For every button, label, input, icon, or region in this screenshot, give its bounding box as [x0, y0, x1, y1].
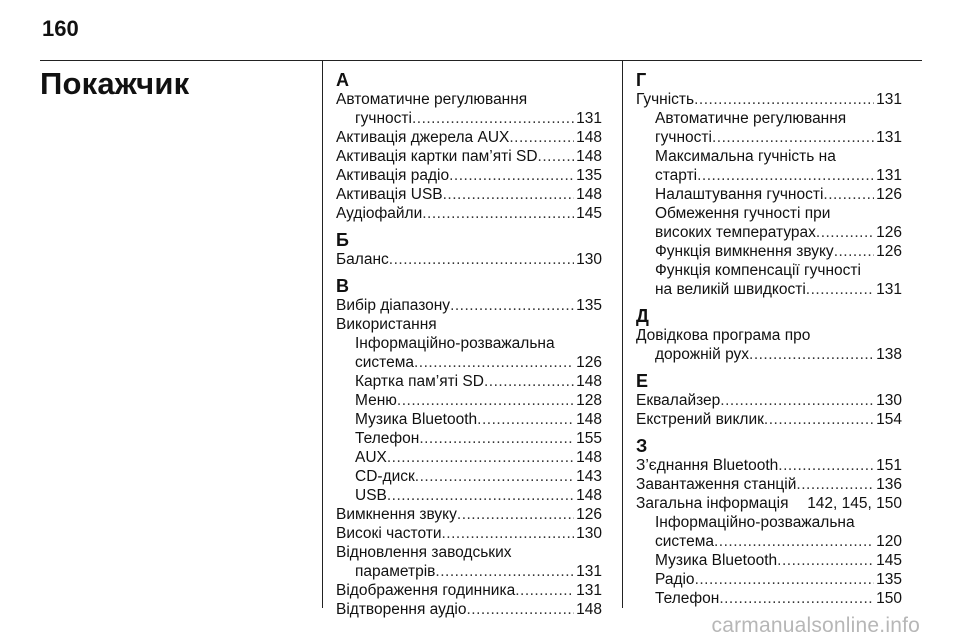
- index-entry: [636, 280, 902, 299]
- entry-page: 145: [876, 552, 902, 569]
- index-entry: [636, 223, 902, 242]
- dot-leader: [422, 204, 574, 223]
- entry-page: 126: [876, 243, 902, 260]
- page-number: 160: [42, 16, 79, 41]
- dot-leader: [466, 600, 574, 619]
- entry-text: система: [355, 354, 414, 371]
- index-entry: [636, 551, 902, 570]
- entry-text: Вибір діапазону: [336, 297, 451, 314]
- entry-page: 126: [576, 354, 602, 371]
- dot-leader: [412, 109, 574, 128]
- dot-leader: [777, 551, 874, 570]
- entry-text: USB: [355, 487, 387, 504]
- index-entry: [336, 250, 602, 269]
- entry-text: CD-диск: [355, 468, 415, 485]
- entry-text: Загальна інформація: [636, 495, 789, 512]
- entry-page: 148: [576, 373, 602, 390]
- dot-leader: [694, 90, 874, 109]
- index-heading: Інформаційно-розважальна: [355, 335, 555, 352]
- index-entry: [336, 524, 602, 543]
- entry-page: 131: [876, 91, 902, 108]
- index-entry: [336, 147, 602, 166]
- entry-page: 148: [576, 186, 602, 203]
- dot-leader: [414, 353, 574, 372]
- dot-leader: [435, 562, 574, 581]
- index-entry: [336, 109, 602, 128]
- index-heading: Автоматичне регулювання: [336, 91, 528, 108]
- dot-leader: [450, 296, 574, 315]
- entry-text: гучності: [355, 110, 412, 127]
- entry-page: 148: [576, 411, 602, 428]
- entry-page: 131: [576, 563, 602, 580]
- index-letter: З: [636, 436, 648, 456]
- entry-text: Телефон: [355, 430, 420, 447]
- entry-text: Функція вимкнення звуку: [655, 243, 834, 260]
- index-entry: [336, 128, 602, 147]
- index-entry: [336, 185, 602, 204]
- dot-leader: [449, 166, 574, 185]
- index-entry: [336, 486, 602, 505]
- index-entry: [336, 372, 602, 391]
- entry-page: 148: [576, 148, 602, 165]
- dot-leader: [806, 280, 874, 299]
- entry-page: 131: [876, 281, 902, 298]
- entry-text: Високі частоти: [336, 525, 442, 542]
- index-heading: Автоматичне регулювання: [655, 110, 847, 127]
- index-entry: [336, 562, 602, 581]
- entry-page: 145: [576, 205, 602, 222]
- index-letter: В: [336, 276, 349, 296]
- dot-leader: [719, 589, 874, 608]
- index-entry: [336, 391, 602, 410]
- index-entry: [636, 494, 902, 513]
- index-entry: [636, 475, 902, 494]
- index-entry: [636, 345, 902, 364]
- dot-leader: [484, 372, 574, 391]
- index-entry: [636, 90, 902, 109]
- entry-page: 155: [576, 430, 602, 447]
- index-heading: Інформаційно-розважальна: [655, 514, 855, 531]
- dot-leader: [764, 410, 874, 429]
- index-entry: [336, 410, 602, 429]
- entry-page: 148: [576, 449, 602, 466]
- dot-leader: [816, 223, 874, 242]
- entry-text: Налаштування гучності: [655, 186, 824, 203]
- dot-leader: [538, 147, 575, 166]
- entry-page: 130: [576, 251, 602, 268]
- dot-leader: [515, 581, 574, 600]
- entry-text: Відображення годинника: [336, 582, 516, 599]
- entry-page: 130: [576, 525, 602, 542]
- entry-text: Аудіофайли: [336, 205, 423, 222]
- index-entry: [336, 204, 602, 223]
- index-letter: Б: [336, 230, 349, 250]
- dot-leader: [441, 524, 574, 543]
- entry-page: 131: [576, 582, 602, 599]
- index-entry: [636, 456, 902, 475]
- dot-leader: [695, 570, 875, 589]
- index-entry: [336, 166, 602, 185]
- index-heading: Максимальна гучність на: [655, 148, 836, 165]
- dot-leader: [834, 242, 874, 261]
- dot-leader: [457, 505, 574, 524]
- entry-text: високих температурах: [655, 224, 816, 241]
- entry-text: старті: [655, 167, 698, 184]
- entry-text: Баланс: [336, 251, 389, 268]
- index-entry: [336, 581, 602, 600]
- index-letter: А: [336, 70, 349, 90]
- entry-page: 151: [876, 457, 902, 474]
- entry-page: 148: [576, 487, 602, 504]
- index-entry: [636, 589, 902, 608]
- index-entry: [336, 448, 602, 467]
- index-column-2: [636, 70, 902, 608]
- entry-page: 138: [876, 346, 902, 363]
- index-entry: [636, 242, 902, 261]
- index-heading: Довідкова програма про: [636, 327, 811, 344]
- dot-leader: [749, 345, 874, 364]
- entry-text: на великій швидкості: [655, 281, 806, 298]
- entry-text: AUX: [355, 449, 387, 466]
- entry-page: 126: [876, 224, 902, 241]
- entry-page: 131: [876, 129, 902, 146]
- dot-leader: [419, 429, 574, 448]
- dot-leader: [697, 166, 874, 185]
- index-title: Покажчик: [40, 66, 190, 101]
- dot-leader: [477, 410, 574, 429]
- entry-text: Музика Bluetooth: [355, 411, 478, 428]
- index-letter: Е: [636, 371, 649, 391]
- index-entry: [336, 429, 602, 448]
- index-heading: Функція компенсації гучності: [655, 262, 861, 279]
- entry-page: 142, 145, 150: [807, 495, 902, 512]
- index-entry: [336, 353, 602, 372]
- dot-leader: [778, 456, 874, 475]
- entry-text: Активація радіо: [336, 167, 450, 184]
- entry-page: 126: [576, 506, 602, 523]
- entry-text: дорожній рух: [655, 346, 750, 363]
- index-entry: [336, 505, 602, 524]
- index-letter: Д: [636, 306, 649, 326]
- entry-page: 130: [876, 392, 902, 409]
- entry-page: 126: [876, 186, 902, 203]
- entry-page: 131: [876, 167, 902, 184]
- dot-leader: [720, 391, 874, 410]
- entry-text: Активація USB: [336, 186, 443, 203]
- entry-page: 128: [576, 392, 602, 409]
- index-entry: [636, 128, 902, 147]
- entry-page: 154: [876, 411, 902, 428]
- entry-page: 131: [576, 110, 602, 127]
- dot-leader: [443, 185, 575, 204]
- entry-text: З’єднання Bluetooth: [636, 457, 779, 474]
- entry-text: Картка пам’яті SD: [355, 373, 484, 390]
- header-rule: [40, 60, 922, 61]
- index-column-1: [336, 70, 602, 619]
- dot-leader: [714, 532, 874, 551]
- entry-page: 135: [576, 167, 602, 184]
- entry-text: параметрів: [355, 563, 436, 580]
- entry-page: 148: [576, 601, 602, 618]
- entry-text: гучності: [655, 129, 712, 146]
- entry-page: 148: [576, 129, 602, 146]
- index-entry: [336, 600, 602, 619]
- entry-text: Відтворення аудіо: [336, 601, 467, 618]
- entry-text: Завантаження станцій: [636, 476, 797, 493]
- watermark: carmanualsonline.info: [711, 614, 920, 637]
- entry-text: Еквалайзер: [636, 392, 721, 409]
- entry-page: 120: [876, 533, 902, 550]
- index-letter: Г: [636, 70, 647, 90]
- entry-text: Екстрений виклик: [636, 411, 764, 428]
- dot-leader: [509, 128, 574, 147]
- entry-text: Телефон: [655, 590, 720, 607]
- dot-leader: [387, 486, 574, 505]
- column-divider-left: [322, 60, 323, 608]
- index-entry: [636, 166, 902, 185]
- entry-text: система: [655, 533, 714, 550]
- entry-page: 135: [876, 571, 902, 588]
- index-entry: [636, 185, 902, 204]
- index-entry: [636, 532, 902, 551]
- index-heading: Використання: [336, 316, 437, 333]
- index-heading: Обмеження гучності при: [655, 205, 831, 222]
- dot-leader: [712, 128, 874, 147]
- entry-text: Радіо: [655, 571, 695, 588]
- index-entry: [636, 391, 902, 410]
- dot-leader: [415, 467, 574, 486]
- index-entry: [636, 570, 902, 589]
- entry-text: Активація джерела AUX: [336, 129, 510, 146]
- dot-leader: [397, 391, 574, 410]
- dot-leader: [389, 250, 574, 269]
- index-entry: [336, 296, 602, 315]
- entry-page: 143: [576, 468, 602, 485]
- entry-page: 150: [876, 590, 902, 607]
- entry-text: Вимкнення звуку: [336, 506, 457, 523]
- entry-text: Активація картки пам’яті SD: [336, 148, 538, 165]
- entry-text: Музика Bluetooth: [655, 552, 778, 569]
- entry-page: 136: [876, 476, 902, 493]
- index-entry: [336, 467, 602, 486]
- index-heading: Відновлення заводських: [336, 544, 512, 561]
- dot-leader: [387, 448, 574, 467]
- dot-leader: [823, 185, 874, 204]
- entry-text: Гучність: [636, 91, 695, 108]
- column-divider-right: [622, 60, 623, 608]
- entry-page: 135: [576, 297, 602, 314]
- dot-leader: [796, 475, 874, 494]
- index-entry: [636, 410, 902, 429]
- entry-text: Меню: [355, 392, 397, 409]
